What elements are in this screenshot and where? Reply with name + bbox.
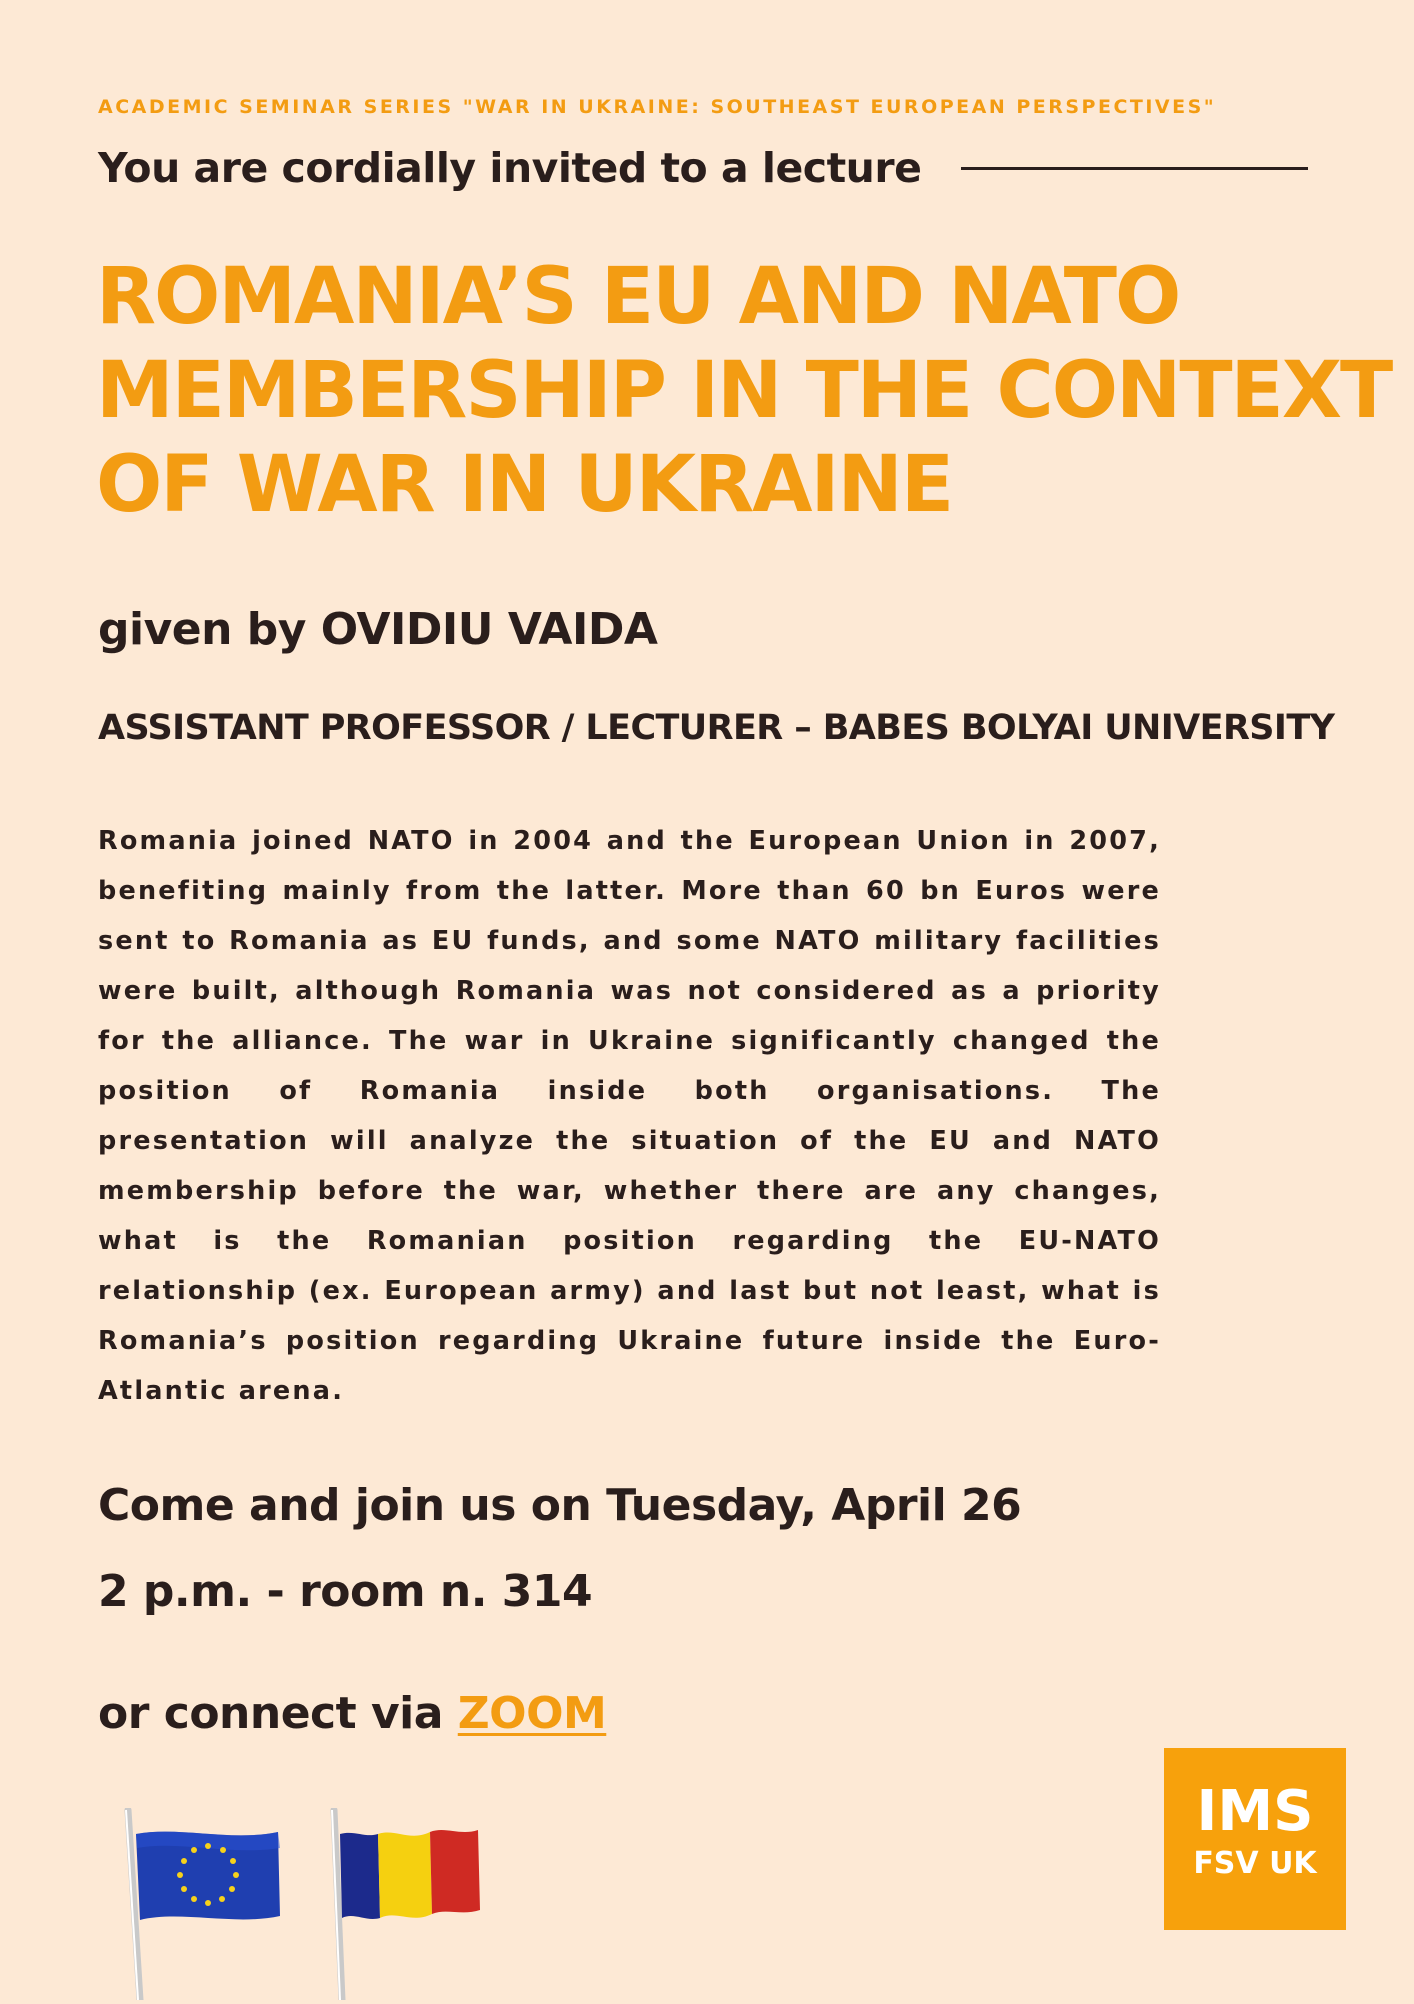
invite-row <box>98 144 1308 192</box>
lecture-abstract: Romania joined NATO in 2004 and the European Union in 2007, benefiting mainly from the latter. More than 60 bn Euros were sent to Romania as EU funds, and some NATO military facilities were built, although Romania was not considered as a priority for the alliance. The war in Ukraine significantly changed the position of Romania inside both organisations. The presentation will analyze the situation of the EU and NATO membership before the war, whether there are any changes, what is the Romanian position regarding the EU-NATO relationship (ex. European army) and last but not least, what is Romania’s position regarding Ukraine future inside the Euro-Atlantic arena. <box>98 826 1161 1406</box>
zoom-link[interactable]: ZOOM <box>457 1688 607 1739</box>
event-connect <box>98 1688 606 1739</box>
event-time-room: 2 p.m. - room n. 314 <box>98 1566 593 1617</box>
speaker-affiliation: ASSISTANT PROFESSOR / LECTURER – BABES BOLYAI UNIVERSITY <box>98 708 1335 748</box>
title-line-3: OF WAR IN UKRAINE <box>96 440 953 530</box>
invite-heading: You are cordially invited to a lecture <box>98 144 922 192</box>
title-line-1: ROMANIA’S EU AND NATO <box>96 252 1180 342</box>
eu-flag-icon <box>120 1808 290 2004</box>
lecture-title <box>96 250 1392 532</box>
heading-divider <box>961 167 1308 170</box>
event-date: Come and join us on Tuesday, April 26 <box>98 1480 1022 1531</box>
speaker-name: given by OVIDIU VAIDA <box>98 604 658 655</box>
logo-line-2: FSV UK <box>1193 1846 1317 1881</box>
title-line-2: MEMBERSHIP IN THE CONTEXT <box>96 346 1392 436</box>
ims-fsv-uk-logo <box>1164 1748 1346 1930</box>
connect-prefix: or connect via <box>98 1688 443 1739</box>
logo-line-1: IMS <box>1196 1779 1314 1844</box>
romania-flag-icon <box>320 1808 490 2004</box>
seminar-series-label: ACADEMIC SEMINAR SERIES "WAR IN UKRAINE: SOUTHEAST EUROPEAN PERSPECTIVES" <box>98 96 1217 118</box>
